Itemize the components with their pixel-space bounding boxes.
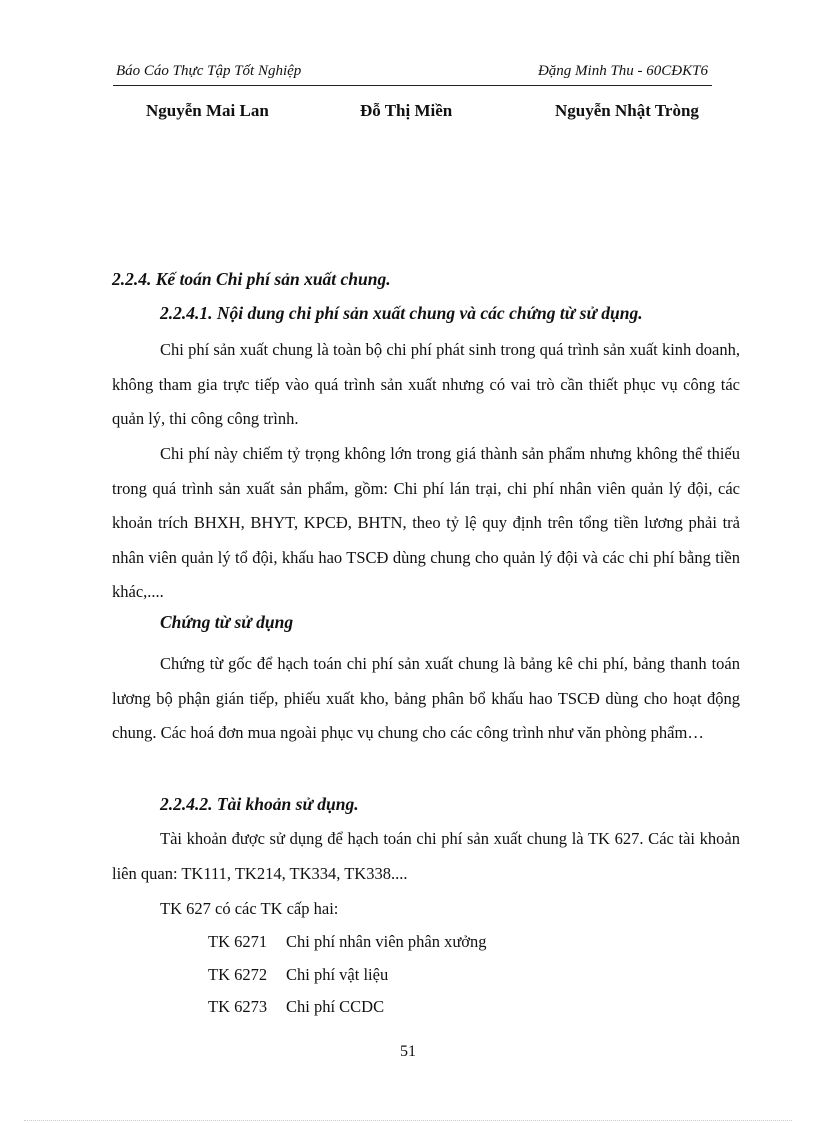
account-name: Chi phí CCDC bbox=[286, 997, 385, 1016]
account-row bbox=[208, 997, 384, 1017]
paragraph-4: Tài khoản được sử dụng để hạch toán chi phí sản xuất chung là TK 627. Các tài khoản liên quan: TK111, TK214, TK334, TK338.... bbox=[112, 829, 740, 883]
subsection-heading-1: 2.2.4.1. Nội dung chi phí sản xuất chung và các chứng từ sử dụng. bbox=[160, 303, 643, 323]
paragraph-3: Chứng từ gốc để hạch toán chi phí sản xuất chung là bảng kê chi phí, bảng thanh toán lương bộ phận gián tiếp, phiếu xuất kho, bảng phân bổ khấu hao TSCĐ dùng cho hoạt động chung. Các hoá đơn mua ngoài phục vụ chung cho các công trình như văn phòng phẩm… bbox=[112, 654, 740, 742]
account-name: Chi phí vật liệu bbox=[286, 965, 389, 984]
subsection-heading-2: 2.2.4.2. Tài khoản sử dụng. bbox=[160, 794, 359, 814]
section-heading: 2.2.4. Kế toán Chi phí sản xuất chung. bbox=[112, 269, 391, 289]
page-header bbox=[113, 63, 712, 86]
header-right: Đặng Minh Thu - 60CĐKT6 bbox=[537, 63, 708, 79]
paragraph-1: Chi phí sản xuất chung là toàn bộ chi phí phát sinh trong quá trình sản xuất kinh doanh, không tham gia trực tiếp vào quá trình sản xuất nhưng có vai trò cần thiết phục vụ công tác quản lý, thi công công trình. bbox=[112, 340, 740, 428]
page-number: 51 bbox=[400, 1043, 416, 1060]
account-code: TK 6273 bbox=[208, 997, 268, 1016]
account-row bbox=[208, 932, 487, 952]
account-code: TK 6272 bbox=[208, 965, 268, 984]
page-bottom-divider bbox=[24, 1120, 792, 1121]
signature-name-3: Nguyễn Nhật Tròng bbox=[555, 101, 699, 120]
account-name: Chi phí nhân viên phân xưởng bbox=[286, 932, 487, 951]
documents-heading: Chứng từ sử dụng bbox=[160, 612, 294, 632]
header-left: Báo Cáo Thực Tập Tốt Nghiệp bbox=[116, 63, 302, 79]
account-row bbox=[208, 965, 388, 985]
signature-name-1: Nguyễn Mai Lan bbox=[146, 101, 269, 120]
signature-name-2: Đỗ Thị Miền bbox=[360, 101, 453, 120]
paragraph-2: Chi phí này chiếm tỷ trọng không lớn trong giá thành sản phẩm nhưng không thể thiếu trong quá trình sản xuất sản phẩm, gồm: Chi phí lán trại, chi phí nhân viên quản lý đội, các khoản trích BHXH, BHYT, KPCĐ, BHTN, theo tỷ lệ quy định trên tổng tiền lương phải trả nhân viên quản lý tổ đội, khấu hao TSCĐ dùng chung cho quản lý đội và các chi phí bằng tiền khác,.... bbox=[112, 444, 740, 601]
account-code: TK 6271 bbox=[208, 932, 268, 951]
paragraph-5: TK 627 có các TK cấp hai: bbox=[160, 899, 339, 918]
